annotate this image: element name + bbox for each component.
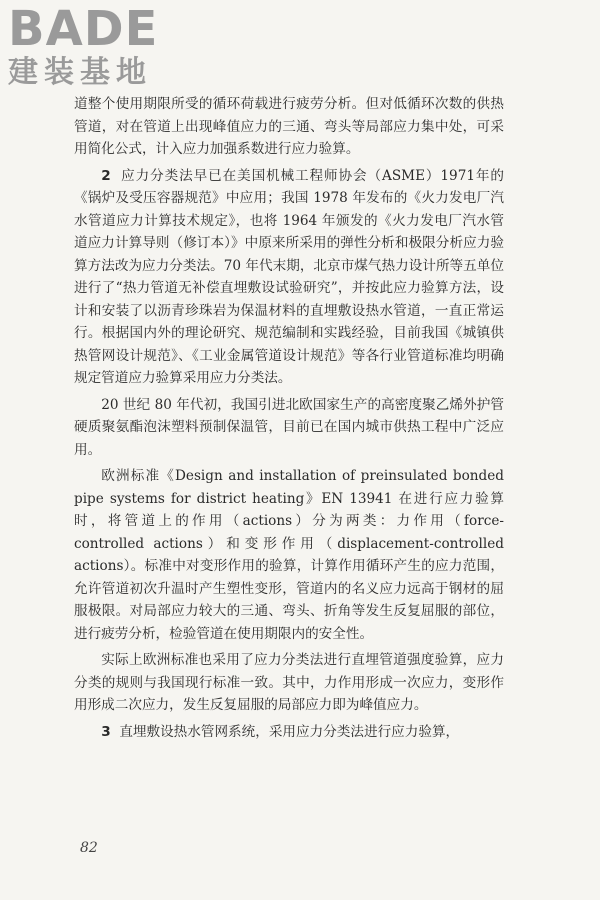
paragraph-clause-3 (74, 721, 504, 744)
paragraph-clause-2 (74, 165, 504, 390)
paragraph (74, 394, 504, 462)
paragraph-text: 应力分类法早已在美国机械工程师协会（ASME）1971年的《锅炉及受压容器规范》中应用；我国 1978 年发布的《火力发电厂汽水管道应力计算技术规定》，也将 1964 年颁发的《火力发电厂汽水管道应力计算导则（修订本）》中原来所采用的弹性分析和极限分析应力验算方法改为应力分类法。70 年代末期，北京市煤气热力设计所等五单位进行了“热力管道无补偿直埋敷设试验研究”，并按此应力验算方法，设计和安装了以沥青珍珠岩为保温材料的直埋敷设热水管道，一直正常运行。根据国内外的理论研究、规范编制和实践经验，目前我国《城镇供热管网设计规范》、《工业金属管道设计规范》等各行业管道标准均明确规定管道应力验算采用应力分类法。 (74, 167, 504, 386)
logo-brand: BADE (8, 1, 159, 57)
paragraph-text: 20 世纪 80 年代初，我国引进北欧国家生产的高密度聚乙烯外护管硬质聚氨酯泡沫塑料预制保温管，目前已在国内城市供热工程中广泛应用。 (74, 396, 504, 458)
paragraph (74, 465, 504, 645)
paragraph-continuation (74, 93, 504, 161)
bade-logo (8, 1, 176, 94)
paragraph-text: 欧洲标准《Design and installation of preinsulated bonded pipe systems for district heating》EN 13941 在进行应力验算时，将管道上的作用（actions）分为两类：力作用（force-controlled actions）和变形作用（displacement-controlled actions）。标准中对变形作用的验算，计算作用循环产生的应力范围，允许管道初次升温时产生塑性变形，管道内的名义应力远高于钢材的屈服极限。对局部应力较大的三通、弯头、折角等发生反复屈服的部位，进行疲劳分析，检验管道在使用期限内的安全性。 (74, 468, 504, 642)
page-number: 82 (80, 840, 98, 856)
clause-number: 3 (101, 723, 111, 740)
paragraph-text: 实际上欧洲标准也采用了应力分类法进行直埋管道强度验算，应力分类的规则与我国现行标准一致。其中，力作用形成一次应力，变形作用形成二次应力，发生反复屈服的局部应力即为峰值应力。 (74, 652, 504, 713)
paragraph (74, 649, 504, 717)
logo-tagline: 建装基地 (8, 55, 152, 90)
clause-number: 2 (101, 167, 111, 184)
body-text (74, 93, 504, 743)
paragraph-text: 直埋敷设热水管网系统，采用应力分类法进行应力验算， (119, 723, 460, 740)
paragraph-text: 道整个使用期限所受的循环荷载进行疲劳分析。但对低循环次数的供热管道，对在管道上出现峰值应力的三通、弯头等局部应力集中处，可采用简化公式，计入应力加强系数进行应力验算。 (74, 96, 504, 157)
